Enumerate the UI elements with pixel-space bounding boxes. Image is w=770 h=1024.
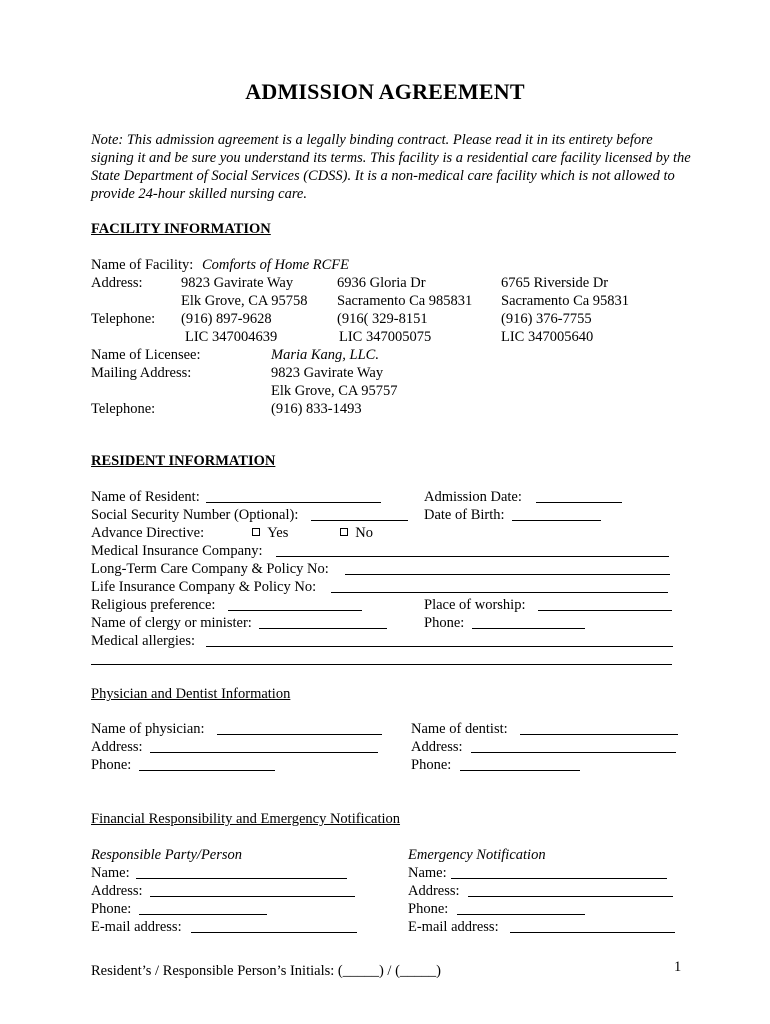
- worship-label: Place of worship:: [424, 597, 526, 613]
- dentist-address-field[interactable]: [471, 752, 676, 753]
- note-paragraph: Note: This admission agreement is a legally binding contract. Please read it in its entirety before signing it and be sure you understand its terms. This facility is a residential care facility licensed by the State Department of Social Services (CDSS). It is a non-medical care facility which is not allowed to provide 24-hour skilled nursing care.: [91, 132, 691, 202]
- resident-heading: RESIDENT INFORMATION: [91, 453, 276, 469]
- physician-heading: Physician and Dentist Information: [91, 686, 291, 702]
- physician-name-field[interactable]: [217, 734, 382, 735]
- responsible-heading: Responsible Party/Person: [91, 847, 243, 863]
- location-3-license: LIC 347005640: [501, 329, 594, 345]
- location-1-street: 9823 Gavirate Way: [181, 275, 294, 291]
- ltc-label: Long-Term Care Company & Policy No:: [91, 561, 329, 577]
- physician-phone-label: Phone:: [91, 757, 132, 773]
- document-title: ADMISSION AGREEMENT: [245, 79, 525, 104]
- religious-label: Religious preference:: [91, 597, 216, 613]
- emergency-heading: Emergency Notification: [408, 847, 546, 863]
- emergency-address-field[interactable]: [468, 896, 673, 897]
- address-label: Address:: [91, 275, 143, 291]
- licensee-telephone-value: (916) 833-1493: [271, 401, 362, 417]
- mailing-address-line2: Elk Grove, CA 95757: [271, 383, 398, 399]
- responsible-name-field[interactable]: [136, 878, 347, 879]
- yes-checkbox[interactable]: [252, 528, 260, 536]
- location-3-phone: (916) 376-7755: [501, 311, 592, 327]
- location-2-phone: (916( 329-8151: [337, 311, 428, 327]
- responsible-address-field[interactable]: [150, 896, 355, 897]
- physician-address-field[interactable]: [150, 752, 378, 753]
- emergency-phone-field[interactable]: [457, 914, 585, 915]
- ssn-field[interactable]: [311, 520, 408, 521]
- page-number: 1: [674, 959, 682, 975]
- religious-field[interactable]: [228, 610, 362, 611]
- location-2-license: LIC 347005075: [339, 329, 432, 345]
- emergency-email-label: E-mail address:: [408, 919, 499, 935]
- facility-name-value: Comforts of Home RCFE: [202, 257, 350, 273]
- emergency-name-field[interactable]: [451, 878, 667, 879]
- medical-insurance-field[interactable]: [276, 556, 669, 557]
- advance-no-option[interactable]: [340, 524, 373, 542]
- mailing-address-line1: 9823 Gavirate Way: [271, 365, 384, 381]
- emergency-email-field[interactable]: [510, 932, 675, 933]
- emergency-address-label: Address:: [408, 883, 460, 899]
- location-3-street: 6765 Riverside Dr: [501, 275, 609, 291]
- responsible-phone-label: Phone:: [91, 901, 132, 917]
- facility-heading: FACILITY INFORMATION: [91, 221, 271, 237]
- location-2-city: Sacramento Ca 985831: [337, 293, 473, 309]
- mailing-address-label: Mailing Address:: [91, 365, 192, 381]
- responsible-phone-field[interactable]: [139, 914, 267, 915]
- dentist-phone-label: Phone:: [411, 757, 452, 773]
- resident-name-label: Name of Resident:: [91, 489, 200, 505]
- licensee-label: Name of Licensee:: [91, 347, 201, 363]
- dob-label: Date of Birth:: [424, 507, 505, 523]
- physician-name-label: Name of physician:: [91, 721, 205, 737]
- facility-name-label: Name of Facility:: [91, 257, 194, 273]
- location-1-phone: (916) 897-9628: [181, 311, 272, 327]
- life-insurance-label: Life Insurance Company & Policy No:: [91, 579, 317, 595]
- location-1-license: LIC 347004639: [185, 329, 278, 345]
- yes-label: Yes: [267, 525, 289, 541]
- initials-line: Resident’s / Responsible Person’s Initials: (_____) / (_____): [91, 963, 441, 979]
- allergies-field-line2[interactable]: [91, 664, 672, 665]
- allergies-label: Medical allergies:: [91, 633, 196, 649]
- ssn-label: Social Security Number (Optional):: [91, 507, 299, 523]
- admission-date-field[interactable]: [536, 502, 622, 503]
- advance-yes-option[interactable]: [252, 524, 288, 542]
- advance-directive-label: Advance Directive:: [91, 525, 205, 541]
- dentist-address-label: Address:: [411, 739, 463, 755]
- dob-field[interactable]: [512, 520, 601, 521]
- location-3-city: Sacramento Ca 95831: [501, 293, 630, 309]
- no-label: No: [355, 525, 373, 541]
- resident-name-field[interactable]: [206, 502, 381, 503]
- licensee-value: Maria Kang, LLC.: [271, 347, 379, 363]
- clergy-label: Name of clergy or minister:: [91, 615, 252, 631]
- clergy-phone-label: Phone:: [424, 615, 465, 631]
- responsible-email-label: E-mail address:: [91, 919, 182, 935]
- no-checkbox[interactable]: [340, 528, 348, 536]
- clergy-field[interactable]: [259, 628, 387, 629]
- emergency-name-label: Name:: [408, 865, 447, 881]
- admission-date-label: Admission Date:: [424, 489, 522, 505]
- location-2-street: 6936 Gloria Dr: [337, 275, 426, 291]
- clergy-phone-field[interactable]: [472, 628, 585, 629]
- worship-field[interactable]: [538, 610, 672, 611]
- dentist-phone-field[interactable]: [460, 770, 580, 771]
- telephone-label: Telephone:: [91, 311, 156, 327]
- responsible-email-field[interactable]: [191, 932, 357, 933]
- dentist-name-label: Name of dentist:: [411, 721, 508, 737]
- dentist-name-field[interactable]: [520, 734, 678, 735]
- life-insurance-field[interactable]: [331, 592, 668, 593]
- financial-heading: Financial Responsibility and Emergency Notification: [91, 811, 401, 827]
- physician-address-label: Address:: [91, 739, 143, 755]
- ltc-field[interactable]: [345, 574, 670, 575]
- physician-phone-field[interactable]: [139, 770, 275, 771]
- medical-insurance-label: Medical Insurance Company:: [91, 543, 263, 559]
- responsible-address-label: Address:: [91, 883, 143, 899]
- responsible-name-label: Name:: [91, 865, 130, 881]
- emergency-phone-label: Phone:: [408, 901, 449, 917]
- allergies-field[interactable]: [206, 646, 673, 647]
- location-1-city: Elk Grove, CA 95758: [181, 293, 308, 309]
- licensee-telephone-label: Telephone:: [91, 401, 156, 417]
